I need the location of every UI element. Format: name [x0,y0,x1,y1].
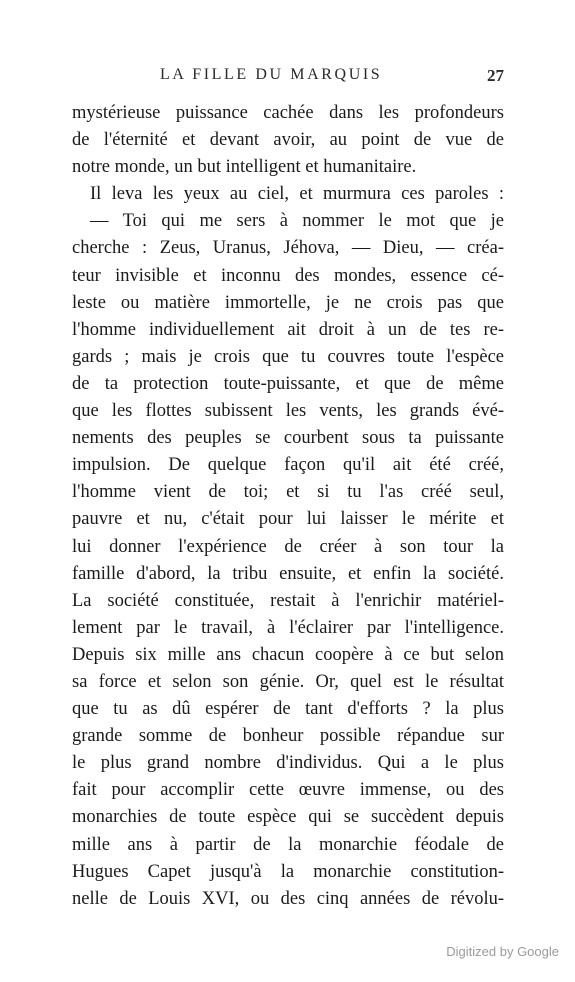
text-line: cherche : Zeus, Uranus, Jéhova, — Dieu, — créa- [72,238,504,259]
running-head [72,66,504,88]
text-line: que les flottes subissent les vents, les grands évé- [72,401,504,422]
text-line: nelle de Louis XVI, ou des cinq années de révolu- [72,888,504,909]
running-title: LA FILLE DU MARQUIS [160,66,383,83]
text-line: La société constituée, restait à l'enrichir matériel- [72,590,504,611]
text-line: famille d'abord, la tribu ensuite, et enfin la société. [72,563,504,584]
text-line: monarchies de toute espèce qui se succèdent depuis [72,807,504,828]
text-line: lui donner l'expérience de créer à son tour la [72,536,504,557]
body-text [72,100,504,913]
text-line: mystérieuse puissance cachée dans les profondeurs [72,103,504,123]
text-line: leste ou matière immortelle, je ne crois pas que [72,292,504,313]
digitized-watermark: Digitized by Google [446,944,559,959]
text-line: teur invisible et inconnu des mondes, essence cé- [72,265,504,286]
text-line: que tu as dû espérer de tant d'efforts ? la plus [72,699,504,720]
text-line: de ta protection toute-puissante, et que de même [72,373,504,394]
text-line: de l'éternité et devant avoir, au point de vue de [72,130,504,151]
text-line: l'homme vient de toi; et si tu l'as créé seul, [72,482,504,503]
page-number: 27 [487,66,504,85]
text-line: notre monde, un but intelligent et humanitaire. [72,157,417,178]
text-line: gards ; mais je crois que tu couvres toute l'espèce [72,346,504,367]
text-line: le plus grand nombre d'individus. Qui a le plus [72,753,504,774]
text-line: impulsion. De quelque façon qu'il ait été créé, [72,455,504,476]
text-line: lement par le travail, à l'éclairer par l'intelligence. [72,617,504,638]
text-line: sa force et selon son génie. Or, quel est le résultat [72,671,504,692]
text-line: grande somme de bonheur possible répandue sur [72,726,504,747]
text-line: mille ans à partir de la monarchie féodale de [72,834,504,855]
text-line: l'homme individuellement ait droit à un de tes re- [72,319,504,340]
text-line: — Toi qui me sers à nommer le mot que je [90,211,504,232]
text-line: pauvre et nu, c'était pour lui laisser le mérite et [72,509,504,530]
text-line: nements des peuples se courbent sous ta puissante [72,428,504,449]
text-line: Depuis six mille ans chacun coopère à ce but selon [72,644,504,665]
text-line: fait pour accomplir cette œuvre immense, ou des [72,780,504,801]
text-line: Hugues Capet jusqu'à la monarchie constitution- [72,861,504,882]
text-line: Il leva les yeux au ciel, et murmura ces paroles : [90,184,504,205]
